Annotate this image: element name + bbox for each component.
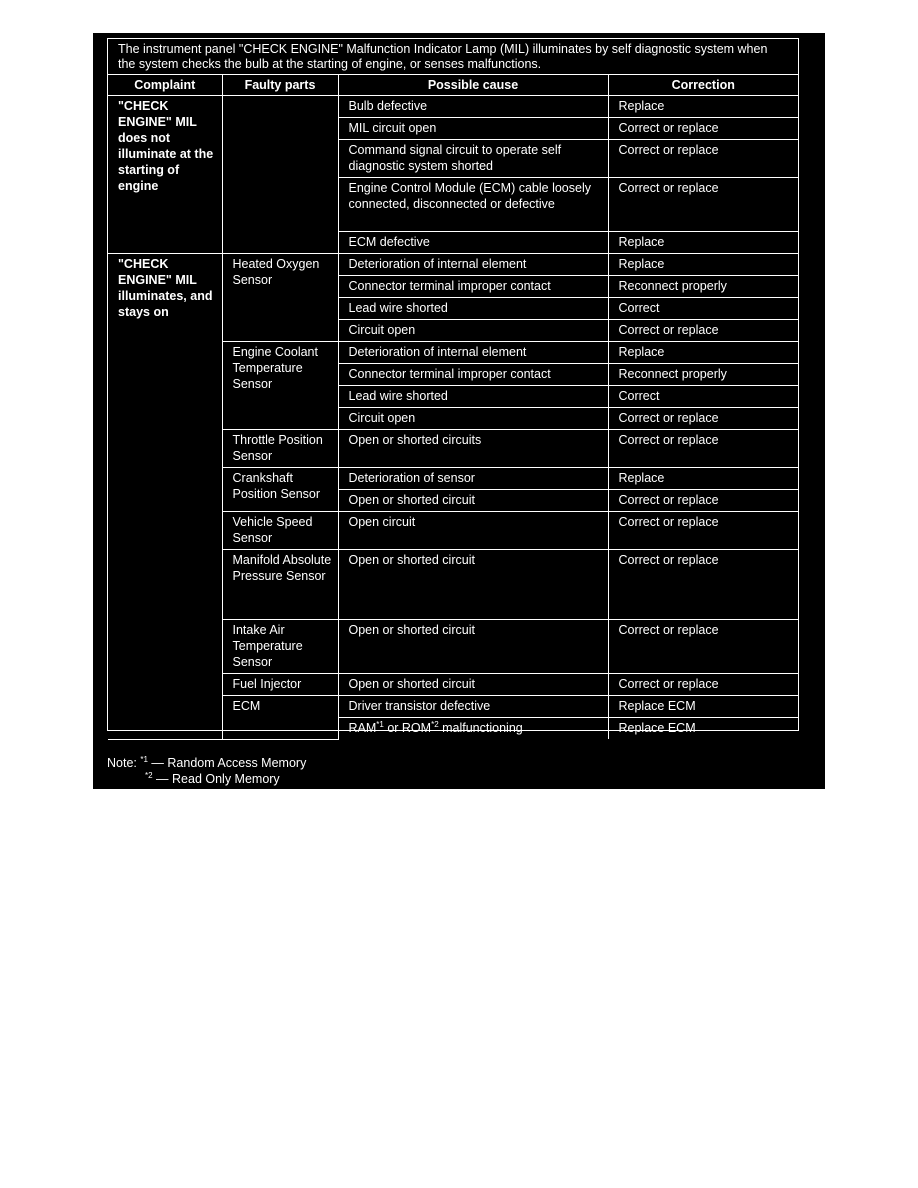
table-header-row <box>108 75 798 96</box>
faulty-part-cell: Manifold Absolute Pressure Sensor <box>222 550 338 620</box>
correction-cell: Correct or replace <box>608 550 798 620</box>
correction-cell: Correct or replace <box>608 140 798 178</box>
footnote <box>107 755 306 787</box>
complaint-cell: "CHECK ENGINE" MIL does not illuminate at the starting of engine <box>108 96 222 254</box>
cause-cell: Connector terminal improper contact <box>338 364 608 386</box>
correction-cell: Correct or replace <box>608 430 798 468</box>
faulty-part-cell: Heated Oxygen Sensor <box>222 254 338 342</box>
correction-cell: Replace <box>608 254 798 276</box>
note-text-1: — Random Access Memory <box>147 756 307 770</box>
cause-cell: Open circuit <box>338 512 608 550</box>
correction-cell: Correct or replace <box>608 408 798 430</box>
cause-ram: RAM <box>348 721 377 735</box>
cause-cell: ECM defective <box>338 232 608 254</box>
footnote-mark-1: *1 <box>376 719 384 729</box>
correction-cell: Correct or replace <box>608 320 798 342</box>
faulty-part-cell <box>222 96 338 254</box>
footnote-mark-2: *2 <box>431 719 439 729</box>
cause-cell: Circuit open <box>338 320 608 342</box>
correction-cell: Correct or replace <box>608 178 798 232</box>
correction-cell: Correct or replace <box>608 620 798 674</box>
cause-cell: Deterioration of internal element <box>338 342 608 364</box>
complaint-cell: "CHECK ENGINE" MIL illuminates, and stays on <box>108 254 222 740</box>
faulty-part-cell: Intake Air Temperature Sensor <box>222 620 338 674</box>
cause-cell <box>338 718 608 740</box>
diagnosis-table <box>108 75 798 740</box>
faulty-part-cell: Fuel Injector <box>222 674 338 696</box>
correction-cell: Replace <box>608 232 798 254</box>
faulty-part-cell: ECM <box>222 696 338 740</box>
correction-cell: Replace ECM <box>608 718 798 740</box>
faulty-part-cell: Crankshaft Position Sensor <box>222 468 338 512</box>
cause-cell: Driver transistor defective <box>338 696 608 718</box>
cause-cell: Lead wire shorted <box>338 386 608 408</box>
cause-cell: Open or shorted circuits <box>338 430 608 468</box>
cause-cell: Lead wire shorted <box>338 298 608 320</box>
correction-cell: Correct or replace <box>608 118 798 140</box>
correction-cell: Correct or replace <box>608 512 798 550</box>
cause-cell: Command signal circuit to operate self diagnostic system shorted <box>338 140 608 178</box>
cause-cell: Open or shorted circuit <box>338 550 608 620</box>
cause-cell: Open or shorted circuit <box>338 620 608 674</box>
table-row <box>108 96 798 118</box>
correction-cell: Replace <box>608 342 798 364</box>
intro-text: The instrument panel "CHECK ENGINE" Malfunction Indicator Lamp (MIL) illuminates by self diagnostic system when the system checks the bulb at the starting of engine, or senses malfunctions. <box>108 39 798 75</box>
faulty-part-cell: Engine Coolant Temperature Sensor <box>222 342 338 430</box>
note-text-2: — Read Only Memory <box>152 772 280 786</box>
correction-cell: Replace <box>608 468 798 490</box>
cause-cell: Deterioration of internal element <box>338 254 608 276</box>
table-row <box>108 254 798 276</box>
cause-cell: Engine Control Module (ECM) cable loosely connected, disconnected or defective <box>338 178 608 232</box>
header-complaint: Complaint <box>108 75 222 96</box>
header-correction: Correction <box>608 75 798 96</box>
cause-cell: Bulb defective <box>338 96 608 118</box>
header-faulty-parts: Faulty parts <box>222 75 338 96</box>
note-mark-1: *1 <box>140 754 148 764</box>
note-mark-2: *2 <box>145 770 153 780</box>
correction-cell: Replace <box>608 96 798 118</box>
footnote-line-2 <box>107 771 306 787</box>
cause-rom: or ROM <box>383 721 432 735</box>
faulty-part-cell: Vehicle Speed Sensor <box>222 512 338 550</box>
correction-cell: Correct or replace <box>608 674 798 696</box>
cause-cell: Deterioration of sensor <box>338 468 608 490</box>
correction-cell: Replace ECM <box>608 696 798 718</box>
correction-cell: Correct <box>608 298 798 320</box>
correction-cell: Reconnect properly <box>608 276 798 298</box>
cause-cell: MIL circuit open <box>338 118 608 140</box>
cause-cell: Circuit open <box>338 408 608 430</box>
correction-cell: Correct <box>608 386 798 408</box>
cause-malfunctioning: malfunctioning <box>438 721 523 735</box>
correction-cell: Correct or replace <box>608 490 798 512</box>
cause-cell: Open or shorted circuit <box>338 490 608 512</box>
footnote-line-1 <box>107 755 306 771</box>
cause-cell: Open or shorted circuit <box>338 674 608 696</box>
header-possible-cause: Possible cause <box>338 75 608 96</box>
cause-cell: Connector terminal improper contact <box>338 276 608 298</box>
correction-cell: Reconnect properly <box>608 364 798 386</box>
diagnosis-frame <box>107 38 799 735</box>
note-label: Note: <box>107 756 137 770</box>
faulty-part-cell: Throttle Position Sensor <box>222 430 338 468</box>
scanned-document <box>93 33 825 789</box>
